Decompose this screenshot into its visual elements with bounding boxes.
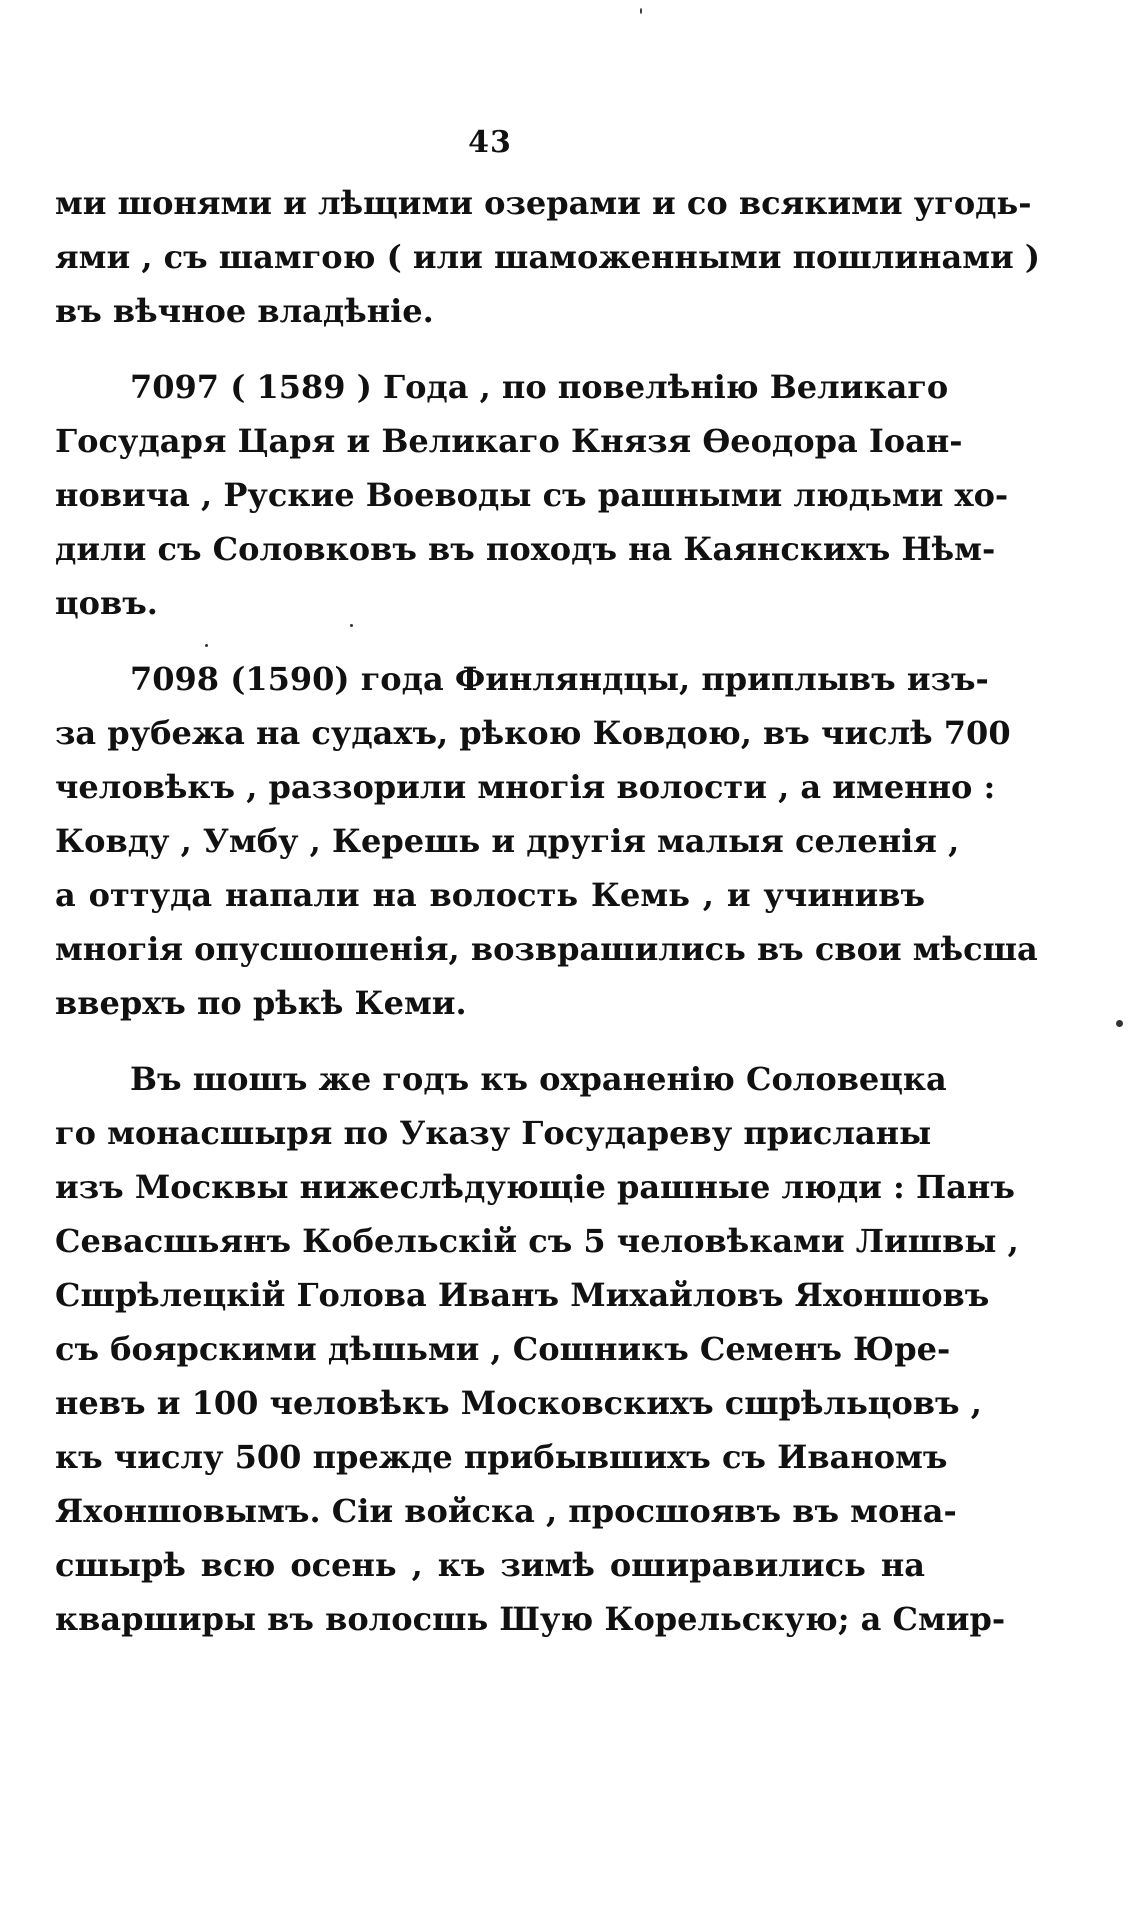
scan-speck	[350, 624, 353, 627]
text-line: кварширы въ волосшь Шую Корельскую; а Смир-	[55, 1600, 1006, 1638]
scan-speck	[205, 644, 208, 647]
text-line: въ вѣчное владѣніе.	[55, 292, 434, 330]
text-line: 7097 ( 1589 ) Года , по повелѣнію Великаго	[130, 368, 949, 406]
page-number: 43	[468, 125, 512, 160]
text-line: вверхъ по рѣкѣ Кеми.	[55, 984, 467, 1022]
paragraph-3	[55, 652, 1038, 1030]
text-line: цовъ.	[55, 584, 158, 622]
text-line: сшырѣ всю осень , къ зимѣ оширавились на	[55, 1546, 925, 1584]
text-line: къ числу 500 прежде прибывшихъ съ Иваномъ	[55, 1438, 948, 1476]
text-line: Государя Царя и Великаго Князя Ѳеодора Іоан-	[55, 422, 963, 460]
text-line: Ковду , Умбу , Керешь и другія малыя селенія ,	[55, 822, 960, 860]
text-line: Яхоншовымъ. Сіи войска , просшоявъ въ мона-	[55, 1492, 957, 1530]
text-line: Въ шошъ же годъ къ охраненію Соловецка	[130, 1060, 947, 1098]
text-line: 7098 (1590) года Финляндцы, приплывъ изъ-	[130, 660, 989, 698]
text-line: Севасшьянъ Кобельскій съ 5 человѣками Лишвы ,	[55, 1222, 1019, 1260]
text-line: многія опусшошенія, возврашились въ свои мѣсша	[55, 930, 1038, 968]
text-line: а оттуда напали на волость Кемь , и учинивъ	[55, 876, 925, 914]
paragraph-4	[55, 1052, 1019, 1646]
text-line: за рубежа на судахъ, рѣкою Ковдою, въ числѣ 700	[55, 714, 1011, 752]
text-line: съ боярскими дѣшьми , Сошникъ Семенъ Юре-	[55, 1330, 951, 1368]
paragraph-2	[55, 360, 1009, 630]
text-line: изъ Москвы нижеслѣдующіе рашные люди : Панъ	[55, 1168, 1015, 1206]
text-line: новича , Руские Воеводы съ рашными людьми хо-	[55, 476, 1009, 514]
text-line: невъ и 100 человѣкъ Московскихъ сшрѣльцовъ ,	[55, 1384, 982, 1422]
scan-speck	[640, 8, 642, 14]
text-line: ями , съ шамгою ( или шаможенными пошлинами )	[55, 238, 1040, 276]
text-line: человѣкъ , раззорили многія волости , а именно :	[55, 768, 996, 806]
text-line: Сшрѣлецкій Голова Иванъ Михайловъ Яхоншовъ	[55, 1276, 990, 1314]
paragraph-1	[55, 176, 1040, 338]
text-line: ми шонями и лѣщими озерами и со всякими угодь-	[55, 184, 1032, 222]
scan-speck	[1116, 1020, 1123, 1027]
text-line: го монасшыря по Указу Государеву присланы	[55, 1114, 932, 1152]
text-line: дили съ Соловковъ въ походъ на Каянскихъ Нѣм-	[55, 530, 996, 568]
book-page	[55, 125, 1040, 1668]
